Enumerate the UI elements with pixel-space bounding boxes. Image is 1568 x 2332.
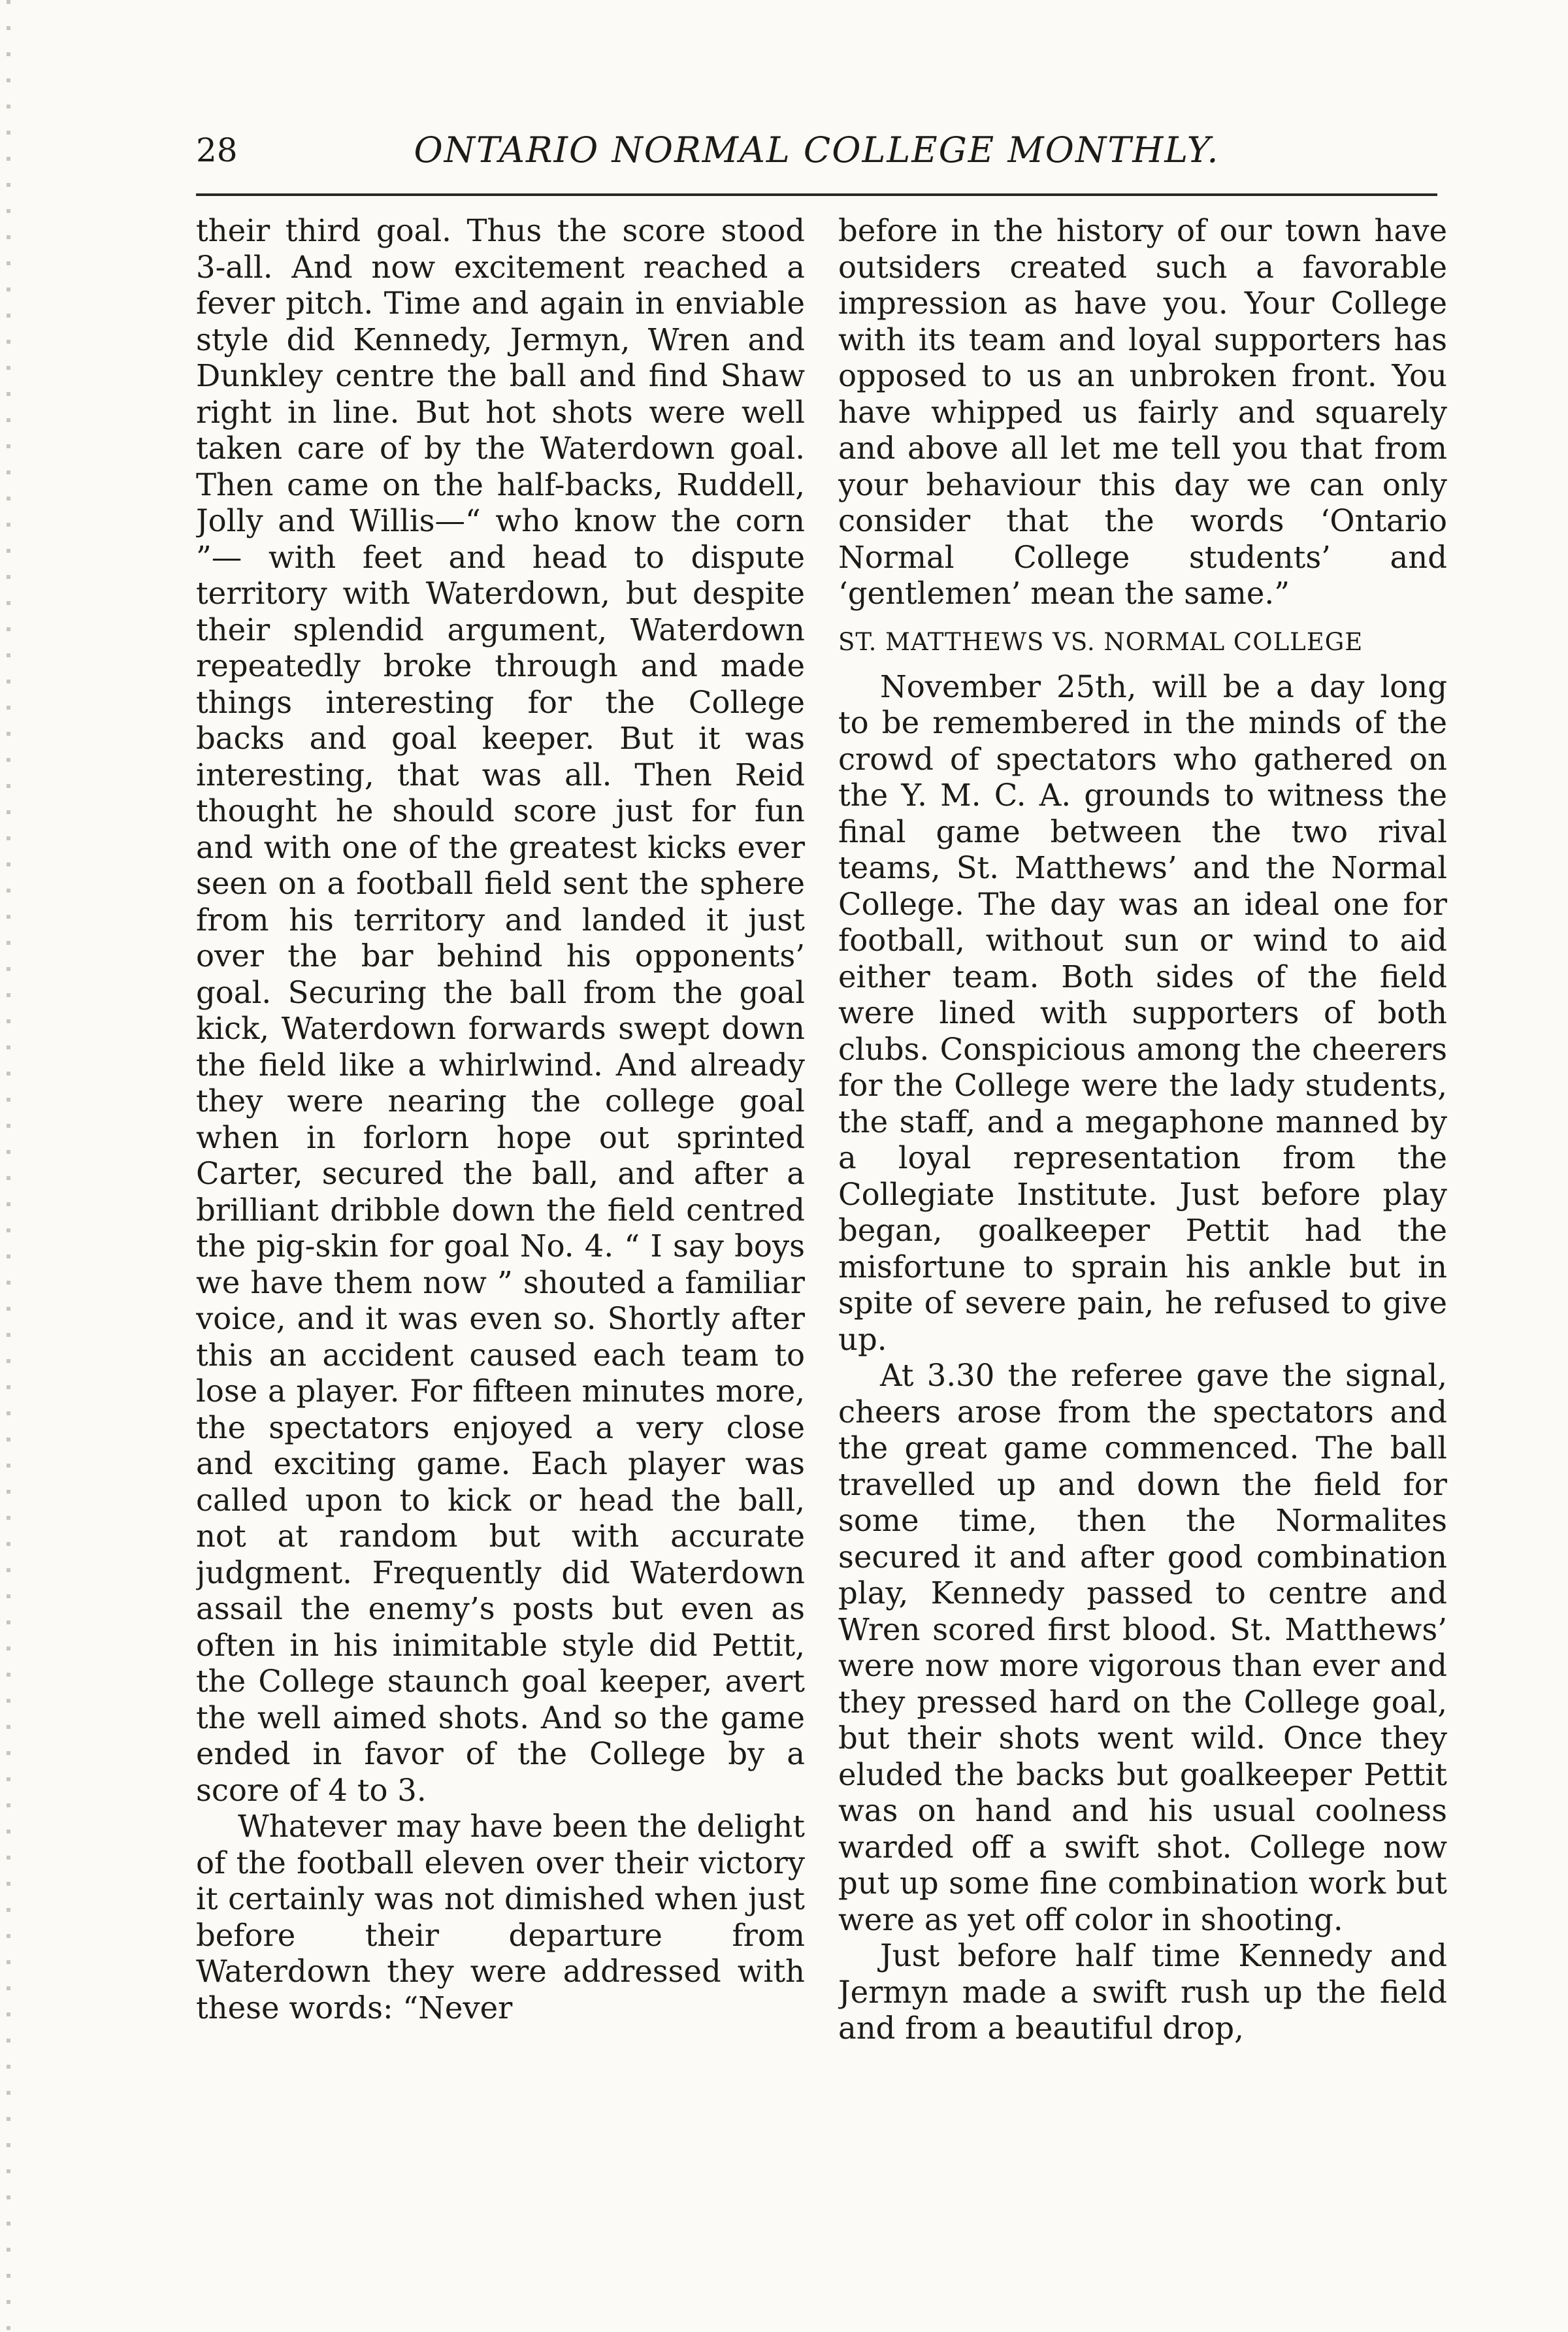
binding-edge-marks <box>7 0 10 2332</box>
page-header <box>196 124 1437 176</box>
paragraph: their third goal. Thus the score stood 3-all. And now excitement reached a fever pitch. Time and again in enviable style did Kennedy, Jermyn, Wren and Dunkley centre the ball and find Shaw right in line. But hot shots were well taken care of by the Waterdown goal. Then came on the half-backs, Ruddell, Jolly and Willis—“ who know the corn ”— with feet and head to dispute territory with Waterdown, but despite their splendid argument, Waterdown repeatedly broke through and made things interesting for the College backs and goal keeper. But it was interesting, that was all. Then Reid thought he should score just for fun and with one of the greatest kicks ever seen on a football field sent the sphere from his territory and landed it just over the bar behind his opponents’ goal. Securing the ball from the goal kick, Waterdown forwards swept down the field like a whirlwind. And already they were nearing the college goal when in forlorn hope out sprinted Carter, secured the ball, and after a brilliant dribble down the field centred the pig-skin for goal No. 4. “ I say boys we have them now ” shouted a familiar voice, and it was even so. Shortly after this an accident caused each team to lose a player. For fifteen minutes more, the spectators enjoyed a very close and exciting game. Each player was called upon to kick or head the ball, not at random but with accurate judgment. Frequently did Waterdown assail the enemy’s posts but even as often in his inimitable style did Pettit, the College staunch goal keeper, avert the well aimed shots. And so the game ended in favor of the College by a score of 4 to 3. <box>196 213 805 1808</box>
header-rule <box>196 193 1437 196</box>
right-column <box>838 213 1447 2291</box>
section-heading: ST. MATTHEWS VS. NORMAL COLLEGE <box>838 627 1364 656</box>
page-number: 28 <box>196 131 238 169</box>
running-title: ONTARIO NORMAL COLLEGE MONTHLY. <box>414 129 1220 171</box>
paragraph: At 3.30 the referee gave the signal, cheers arose from the spectators and the great game commenced. The ball travelled up and down the field for some time, then the Normalites secured it and after good combination play, Kennedy passed to centre and Wren scored first blood. St. Matthews’ were now more vigorous than ever and they pressed hard on the College goal, but their shots went wild. Once they eluded the backs but goalkeeper Pettit was on hand and his usual coolness warded off a swift shot. College now put up some fine combination work but were as yet off color in shooting. <box>838 1358 1447 1937</box>
paragraph: November 25th, will be a day long to be remembered in the minds of the crowd of spectators who gathered on the Y. M. C. A. grounds to witness the final game between the two rival teams, St. Matthews’ and the Normal College. The day was an ideal one for football, without sun or wind to aid either team. Both sides of the field were lined with supporters of both clubs. Conspicious among the cheerers for the College were the lady students, the staff, and a megaphone manned by a loyal representation from the Collegiate Institute. Just before play began, goalkeeper Pettit had the misfortune to sprain his ankle but in spite of severe pain, he refused to give up. <box>838 668 1447 1357</box>
paragraph: Whatever may have been the delight of the football eleven over their victory it certainly was not dimished when just before their departure from Waterdown they were addressed with these words: “Never <box>196 1809 805 2026</box>
paragraph-continued: before in the history of our town have outsiders created such a favorable impression as have you. Your College with its team and loyal supporters has opposed to us an unbroken front. You have whipped us fairly and squarely and above all let me tell you that from your behaviour this day we can only consider that the words ‘Ontario Normal College students’ and ‘gentlemen’ mean the same.” <box>838 213 1447 611</box>
paragraph: Just before half time Kennedy and Jermyn made a swift rush up the field and from a beautiful drop, <box>838 1938 1447 2046</box>
left-column <box>196 213 805 2291</box>
